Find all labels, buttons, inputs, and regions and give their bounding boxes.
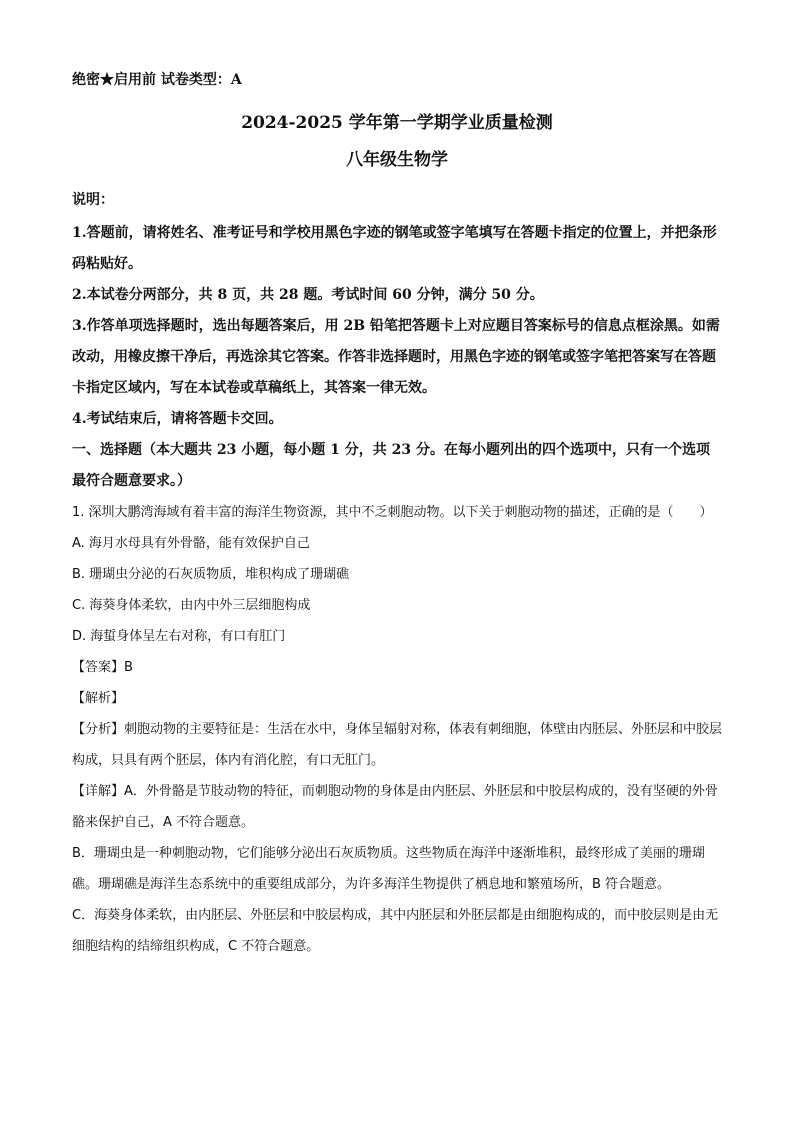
option-d: D. 海蜇身体呈左右对称，有口有肛门 — [72, 629, 286, 644]
answer-label: 【答案】 — [72, 660, 125, 675]
instruction-item-3: 3.作答单项选择题时，选出每题答案后，用 2B 铅笔把答题卡上对应题目答案标号的信息点框涂黑。如需改动，用橡皮擦干净后，再选涂其它答案。作答非选择题时，用黑色字迹的钢笔或签字笔把答案写在答题卡指定区域内，写在本试卷或草稿纸上，其答案一律无效。 — [72, 318, 720, 396]
analysis-detail-b: B．珊瑚虫是一种刺胞动物，它们能够分泌出石灰质物质。这些物质在海洋中逐渐堆积，最终形成了美丽的珊瑚礁。珊瑚礁是海洋生态系统中的重要组成部分，为许多海洋生物提供了栖息地和繁殖场所，B 符合题意。 — [72, 846, 705, 892]
secrecy-header: 绝密★启用前 试卷类型：A — [72, 72, 242, 88]
subject-title: 八年级生物学 — [346, 150, 448, 170]
analysis-detail-c: C．海葵身体柔软，由内胚层、外胚层和中胶层构成，其中内胚层和外胚层都是由细胞构成的，而中胶层则是由无细胞结构的结缔组织构成，C 不符合题意。 — [72, 908, 719, 954]
option-c: C. 海葵身体柔软，由内中外三层细胞构成 — [72, 598, 311, 613]
analysis-detail-a: 【详解】A．外骨骼是节肢动物的特征，而刺胞动物的身体是由内胚层、外胚层和中胶层构成的，没有坚硬的外骨骼来保护自己，A 不符合题意。 — [72, 784, 718, 830]
answer-value: B — [124, 660, 133, 675]
exam-title: 2024-2025 学年第一学期学业质量检测 — [241, 113, 553, 133]
answer-line — [72, 652, 722, 683]
option-b: B. 珊瑚虫分泌的石灰质物质，堆积构成了珊瑚礁 — [72, 567, 350, 582]
instruction-item-2: 2.本试卷分两部分，共 8 页，共 28 题。考试时间 60 分钟，满分 50 分。 — [72, 287, 544, 303]
question-stem: 1. 深圳大鹏湾海域有着丰富的海洋生物资源，其中不乏刺胞动物。以下关于刺胞动物的描述，正确的是（ ） — [72, 505, 713, 520]
analysis-label: 【解析】 — [72, 691, 125, 706]
section-heading: 一、选择题（本大题共 23 小题，每小题 1 分，共 23 分。在每小题列出的四个选项中，只有一个选项最符合题意要求。） — [72, 442, 710, 489]
instruction-item-1: 1.答题前，请将姓名、准考证号和学校用黑色字迹的钢笔或签字笔填写在答题卡指定的位置上，并把条形码粘贴好。 — [72, 225, 717, 272]
instructions-heading: 说明： — [72, 192, 114, 208]
instruction-item-4: 4.考试结束后，请将答题卡交回。 — [72, 411, 283, 427]
option-a: A. 海月水母具有外骨骼，能有效保护自己 — [72, 536, 310, 551]
exam-page — [72, 70, 722, 962]
analysis-summary: 【分析】刺胞动物的主要特征是：生活在水中，身体呈辐射对称，体表有刺细胞，体壁由内胚层、外胚层和中胶层构成，只具有两个胚层，体内有消化腔，有口无肛门。 — [72, 722, 723, 768]
